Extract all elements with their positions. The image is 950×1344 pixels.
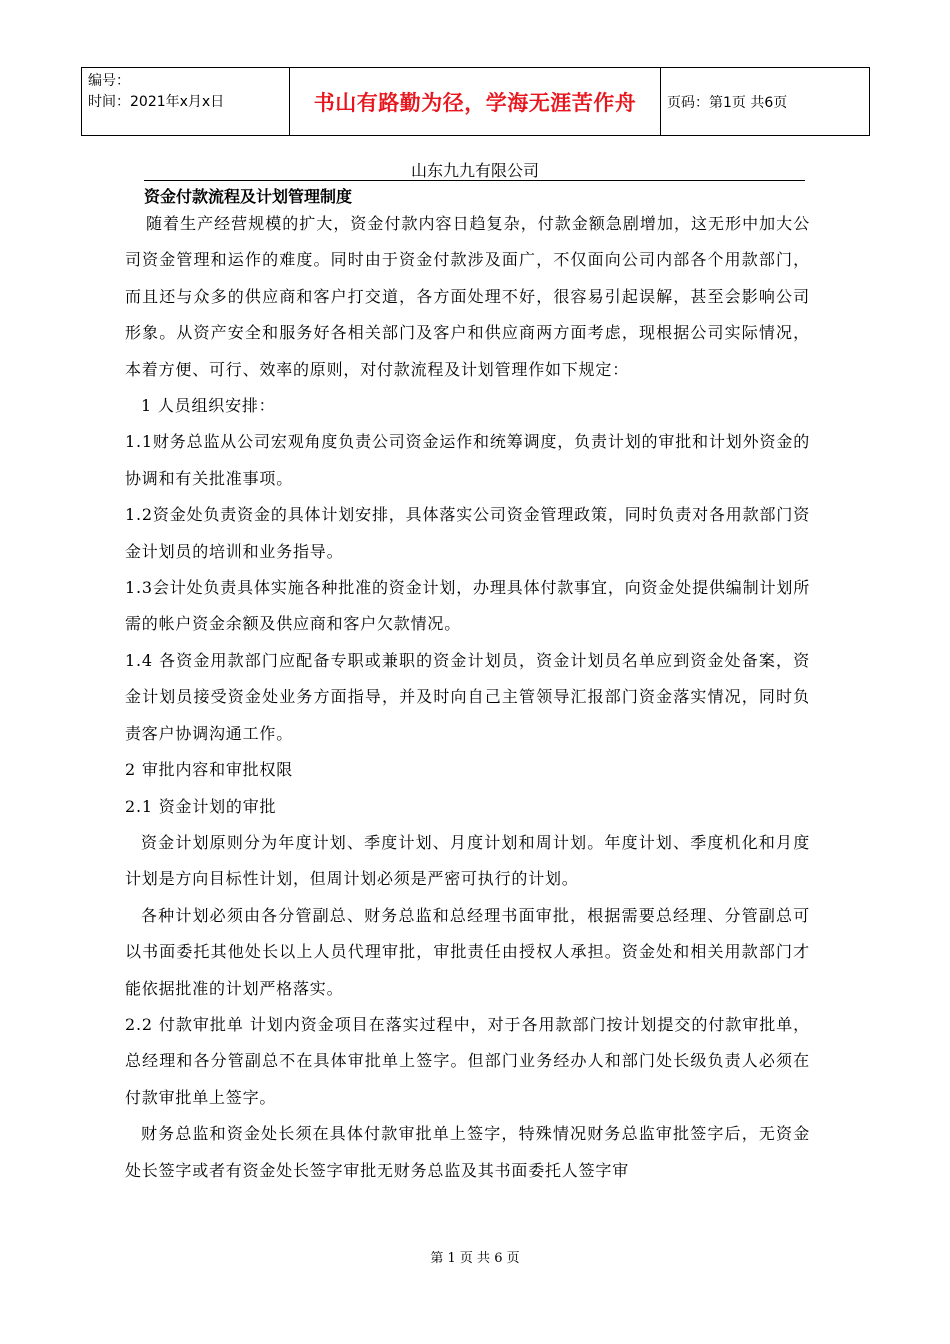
section-heading-2: 2 审批内容和审批权限 — [125, 760, 294, 780]
subsection-heading-2-1: 2.1 资金计划的审批 — [125, 796, 277, 816]
header-rule — [144, 180, 805, 181]
section-heading-1: 1 人员组织安排： — [141, 396, 276, 416]
paragraph-1-1: 1.1财务总监从公司宏观角度负责公司资金运作和统筹调度，负责计划的审批和计划外资金的协调和有关批准事项。 — [125, 432, 810, 488]
doc-number-label: 编号： — [88, 73, 130, 89]
paragraph-intro: 随着生产经营规模的扩大，资金付款内容日趋复杂，付款金额急剧增加，这无形中加大公司资金管理和运作的难度。同时由于资金付款涉及面广，不仅面向公司内部各个用款部门，而且还与众多的供应商和客户打交道，各方面处理不好，很容易引起误解，甚至会影响公司形象。从资产安全和服务好各相关部门及客户和供应商两方面考虑，现根据公司实际情况，本着方便、可行、效率的原则，对付款流程及计划管理作如下规定： — [125, 214, 810, 379]
header-table — [81, 67, 870, 136]
header-meta-cell — [82, 68, 290, 136]
header-page-code: 页码：第1页 共6页 — [661, 68, 870, 136]
paragraph-signatures: 财务总监和资金处长须在具体付款审批单上签字，特殊情况财务总监审批签字后，无资金处长签字或者有资金处长签字审批无财务总监及其书面委托人签字审 — [125, 1124, 810, 1180]
paragraph-1-4: 1.4 各资金用款部门应配备专职或兼职的资金计划员，资金计划员名单应到资金处备案，资金计划员接受资金处业务方面指导，并及时向自己主管领导汇报部门资金落实情况，同时负责客户协调沟通工作。 — [125, 650, 810, 743]
document-title: 资金付款流程及计划管理制度 — [144, 187, 353, 206]
company-name: 山东九九有限公司 — [410, 161, 539, 180]
document-body — [125, 206, 810, 1189]
paragraph-1-2: 1.2资金处负责资金的具体计划安排，具体落实公司资金管理政策，同时负责对各用款部门资金计划员的培训和业务指导。 — [125, 505, 810, 561]
doc-time-label: 时间：2021年x月x日 — [88, 94, 225, 110]
paragraph-1-3: 1.3会计处负责具体实施各种批准的资金计划，办理具体付款事宜，向资金处提供编制计划所需的帐户资金余额及供应商和客户欠款情况。 — [125, 578, 810, 634]
paragraph-plan-types: 资金计划原则分为年度计划、季度计划、月度计划和周计划。年度计划、季度机化和月度计划是方向目标性计划，但周计划必须是严密可执行的计划。 — [125, 832, 810, 889]
paragraph-2-2: 2.2 付款审批单 计划内资金项目在落实过程中，对于各用款部门按计划提交的付款审批单，总经理和各分管副总不在具体审批单上签字。但部门业务经办人和部门处长级负责人必须在付款审批单上签字。 — [125, 1014, 810, 1107]
header-motto: 书山有路勤为径，学海无涯苦作舟 — [290, 68, 661, 136]
page-footer: 第 1 页 共 6 页 — [430, 1251, 520, 1266]
paragraph-plan-approval: 各种计划必须由各分管副总、财务总监和总经理书面审批，根据需要总经理、分管副总可以书面委托其他处长以上人员代理审批，审批责任由授权人承担。资金处和相关用款部门才能依据批准的计划严格落实。 — [125, 905, 810, 998]
